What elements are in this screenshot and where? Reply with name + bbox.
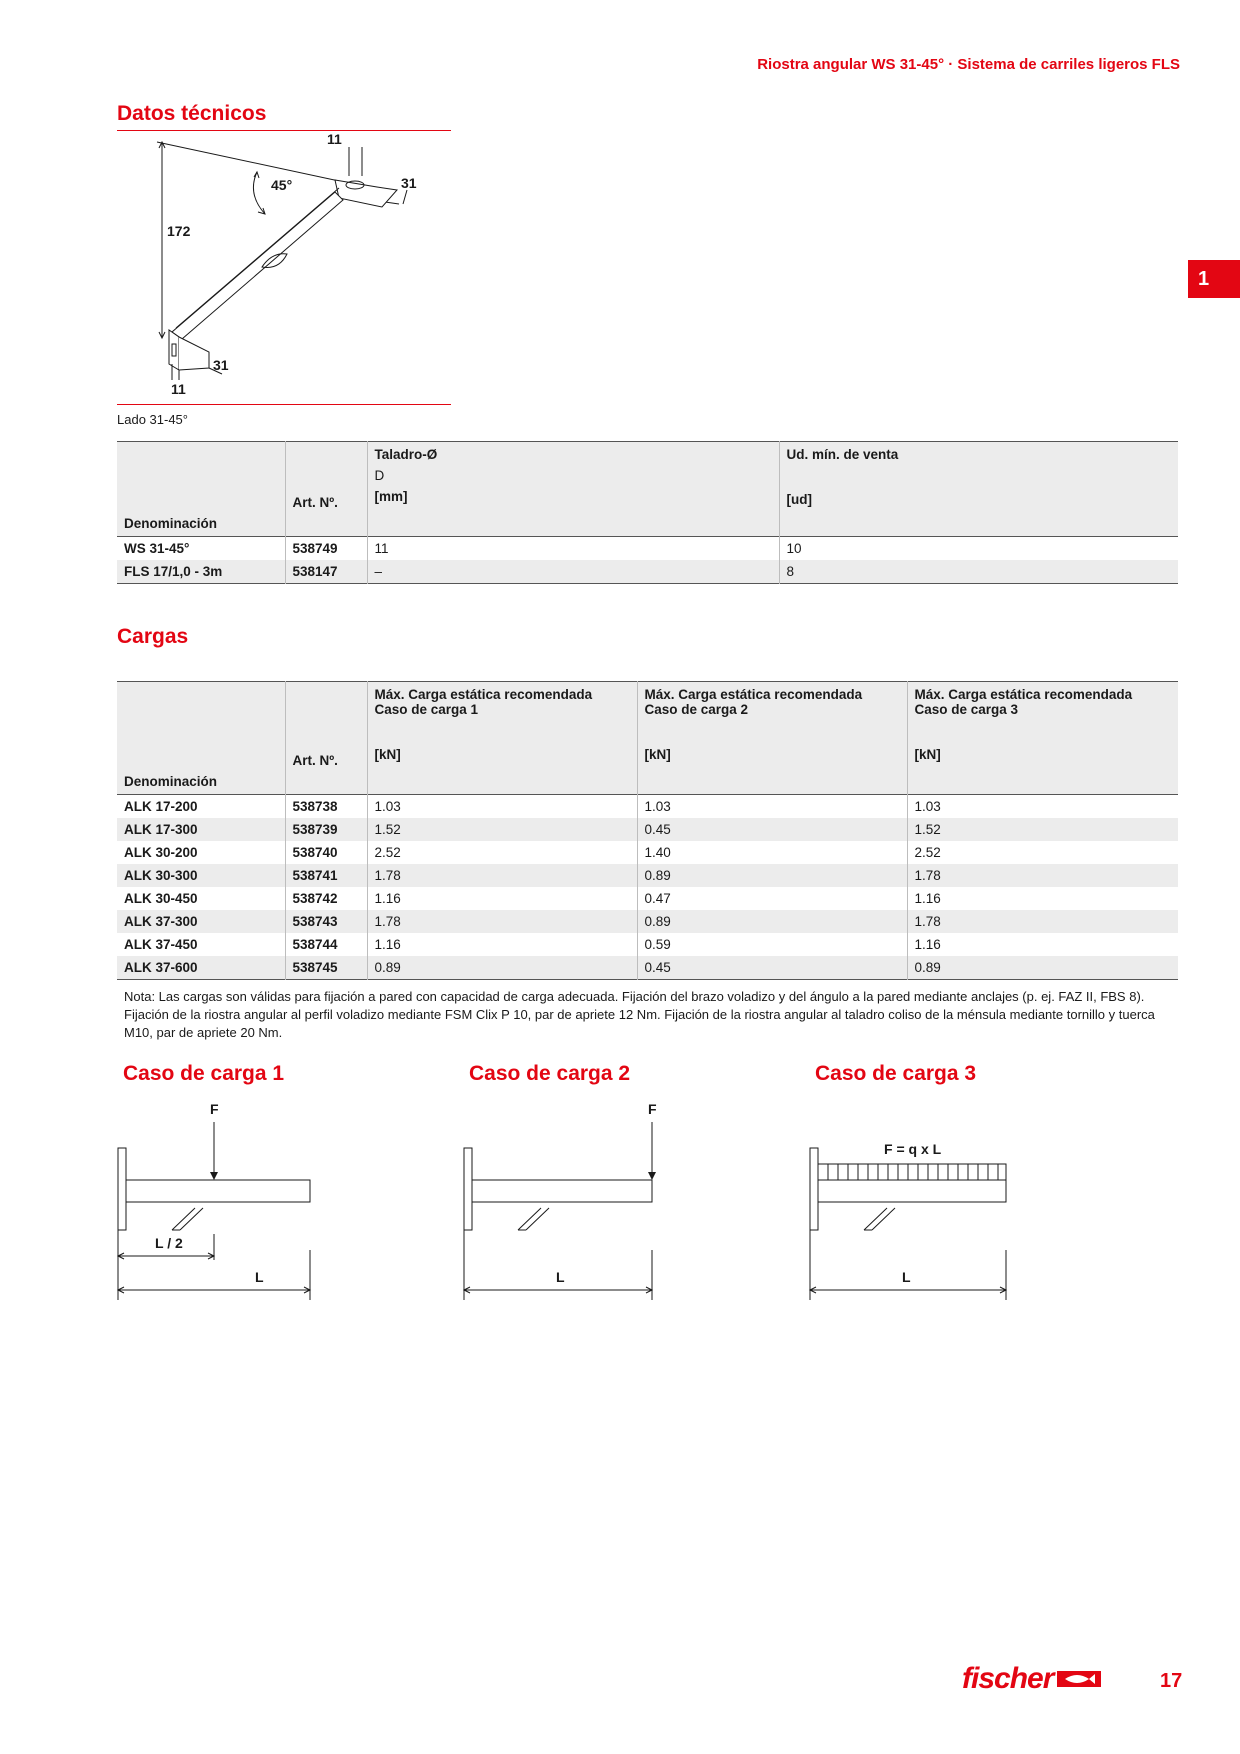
cell-c1: 1.16: [367, 933, 637, 956]
cell-name: ALK 37-300: [117, 910, 285, 933]
cell-c2: 0.45: [637, 818, 907, 841]
datos-table: [117, 441, 1178, 584]
cell-art: 538738: [285, 795, 367, 819]
cell-c3: 1.16: [914, 891, 941, 906]
length-label: L: [255, 1269, 264, 1285]
section-title-cargas: Cargas: [117, 625, 189, 648]
cell-art: 538743: [285, 910, 367, 933]
cell-name: ALK 30-450: [117, 887, 285, 910]
cell-c3: 1.03: [914, 799, 941, 814]
head-text: Caso de carga 2: [644, 702, 749, 717]
col-caso-2: [637, 682, 907, 795]
case-2-title: Caso de carga 2: [469, 1062, 631, 1085]
case-2-diagram: [456, 1100, 666, 1310]
cell-c1: 1.78: [367, 910, 637, 933]
cell-name: ALK 17-300: [117, 818, 285, 841]
ud-unit: [ud]: [786, 492, 812, 507]
half-length-label: L / 2: [155, 1235, 183, 1251]
cell-c2: 0.89: [637, 864, 907, 887]
head-unit: [kN]: [644, 747, 671, 762]
cell-c3: 0.89: [907, 956, 1178, 980]
chapter-tab[interactable]: 1: [1188, 260, 1240, 298]
col-denominacion: Denominación: [117, 442, 285, 537]
cell-ud: 8: [779, 560, 1178, 584]
cell-c3: 1.78: [907, 910, 1178, 933]
case-3-diagram: [802, 1100, 1012, 1310]
taladro-label: Taladro-Ø: [374, 447, 438, 462]
cell-name: ALK 37-600: [117, 956, 285, 980]
col-ud: [779, 442, 1178, 537]
col-art: Art. Nº.: [285, 442, 367, 537]
section-rule: [117, 130, 451, 131]
force-label: F = q x L: [884, 1141, 942, 1157]
head-text: Máx. Carga estática recomendada: [374, 687, 593, 702]
fish-logo-icon: [1057, 1671, 1101, 1687]
logo-wordmark: fischer: [962, 1662, 1054, 1695]
dim-bottom-width: 31: [213, 357, 229, 373]
cell-c2: 0.89: [637, 910, 907, 933]
cell-c1: 1.16: [367, 887, 637, 910]
cell-name: FLS 17/1,0 - 3m: [117, 560, 285, 584]
force-label: F: [648, 1101, 657, 1117]
force-arrow: [210, 1172, 218, 1180]
section-rule: [117, 404, 451, 405]
length-label: L: [556, 1269, 565, 1285]
cell-c3: 1.52: [907, 818, 1178, 841]
head-text: Máx. Carga estática recomendada: [914, 687, 1133, 702]
cell-c1: 0.89: [367, 956, 637, 980]
ud-label: Ud. mín. de venta: [786, 447, 899, 462]
cargas-note: Nota: Las cargas son válidas para fijación a pared con capacidad de carga adecuada. Fijación del brazo voladizo y del ángulo a la pared mediante anclajes (p. ej. FAZ II, FBS 8). Fijación de la riostra angular al perfil voladizo mediante FSM Clix P 10, par de apriete 12 Nm. Fijación de la riostra angular al taladro coliso de la ménsula mediante tornillo y tuerca M10, par de apriete 20 Nm.: [124, 989, 1155, 1040]
head-text: Caso de carga 1: [374, 702, 479, 717]
table-row: [117, 841, 1178, 864]
cell-c1: 1.52: [367, 818, 637, 841]
cell-c1: 1.03: [367, 795, 637, 819]
dim-top-hole: 11: [327, 132, 342, 147]
length-label: L: [902, 1269, 911, 1285]
cell-art: 538745: [285, 956, 367, 980]
angle-label: 45°: [271, 177, 293, 193]
dim-bottom-hole: 11: [171, 381, 186, 397]
cell-c1: 2.52: [367, 841, 637, 864]
taladro-symbol: D: [374, 468, 385, 483]
table-row: [117, 818, 1178, 841]
cell-art: 538740: [285, 841, 367, 864]
cell-name: ALK 17-200: [117, 795, 285, 819]
table-row: [117, 560, 1178, 584]
dim-top-width: 31: [401, 175, 417, 191]
cell-c2: 0.47: [637, 887, 907, 910]
fischer-logo: [962, 1662, 1101, 1696]
bracket-drawing: [117, 132, 457, 404]
cell-c3: 2.52: [914, 845, 941, 860]
table-row: [117, 887, 1178, 910]
col-denominacion: Denominación: [117, 682, 285, 795]
force-label: F: [210, 1101, 219, 1117]
cell-name: ALK 30-200: [117, 841, 285, 864]
section-title-datos: Datos técnicos: [117, 102, 267, 125]
col-art: Art. Nº.: [285, 682, 367, 795]
cell-taladro: –: [367, 560, 779, 584]
figure-caption: Lado 31-45°: [117, 412, 188, 427]
cell-name: WS 31-45°: [117, 537, 285, 561]
case-1-diagram: [110, 1100, 320, 1310]
cell-art: 538741: [285, 864, 367, 887]
table-row: [117, 956, 1178, 980]
col-caso-3: [907, 682, 1178, 795]
cell-c2: 0.45: [637, 956, 907, 980]
taladro-unit: [mm]: [374, 489, 408, 504]
cell-taladro: 11: [367, 537, 779, 561]
head-unit: [kN]: [914, 747, 941, 762]
cell-art: 538739: [285, 818, 367, 841]
force-arrow: [648, 1172, 656, 1180]
table-row: [117, 910, 1178, 933]
cargas-table: [117, 681, 1178, 980]
table-row: [117, 864, 1178, 887]
case-1-title: Caso de carga 1: [123, 1062, 285, 1085]
cell-ud: 10: [786, 541, 802, 556]
head-text: Caso de carga 3: [914, 702, 1019, 717]
page-number: 17: [1160, 1670, 1183, 1692]
col-caso-1: [367, 682, 637, 795]
cell-art: 538749: [285, 537, 367, 561]
head-text: Máx. Carga estática recomendada: [644, 687, 863, 702]
col-taladro: [367, 442, 779, 537]
table-row: [117, 933, 1178, 956]
cell-c3: 1.78: [907, 864, 1178, 887]
dim-height: 172: [167, 223, 191, 239]
cell-c3: 1.16: [914, 937, 941, 952]
case-3-title: Caso de carga 3: [815, 1062, 977, 1085]
head-unit: [kN]: [374, 747, 401, 762]
cell-c1: 1.78: [367, 864, 637, 887]
cell-art: 538147: [285, 560, 367, 584]
running-header: Riostra angular WS 31-45° · Sistema de carriles ligeros FLS: [757, 56, 1180, 73]
table-row: [117, 795, 1178, 819]
cell-c2: 1.40: [637, 841, 907, 864]
cell-c2: 0.59: [637, 933, 907, 956]
cell-c2: 1.03: [637, 795, 907, 819]
cell-name: ALK 37-450: [117, 933, 285, 956]
cell-art: 538744: [285, 933, 367, 956]
cell-art: 538742: [285, 887, 367, 910]
table-row: [117, 537, 1178, 561]
cell-name: ALK 30-300: [117, 864, 285, 887]
